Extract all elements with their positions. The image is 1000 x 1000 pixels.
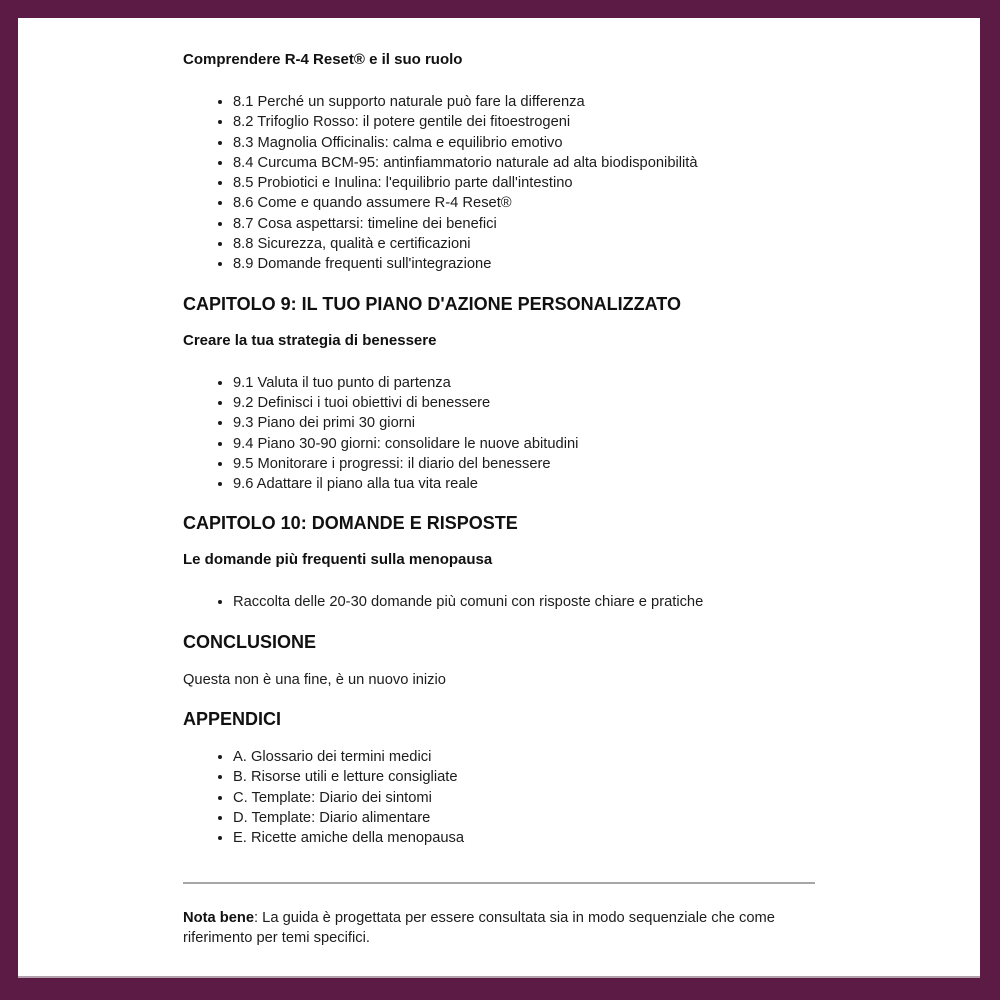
subheading-domande-frequenti: Le domande più frequenti sulla menopausa: [183, 551, 493, 569]
list-item: • 8.3 Magnolia Officinalis: calma e equilibrio emotivo: [233, 133, 815, 153]
subheading-comprendere-r4-reset: Comprendere R-4 Reset® e il suo ruolo: [183, 51, 463, 68]
list-item: • Raccolta delle 20-30 domande più comuni con risposte chiare e pratiche: [233, 592, 815, 612]
list-item: • B. Risorse utili e letture consigliate: [233, 767, 815, 787]
heading-conclusione: CONCLUSIONE: [183, 631, 317, 652]
list-item: • 8.8 Sicurezza, qualità e certificazioni: [233, 234, 815, 254]
divider-line: [183, 882, 815, 884]
list-item: • 8.2 Trifoglio Rosso: il potere gentile dei fitoestrogeni: [233, 112, 815, 132]
subheading-strategia-benessere: Creare la tua strategia di benessere: [183, 331, 437, 349]
appendici-list: [183, 747, 815, 848]
list-item: • 8.6 Come e quando assumere R-4 Reset®: [233, 193, 815, 213]
list-item: • 8.5 Probiotici e Inulina: l'equilibrio parte dall'intestino: [233, 173, 815, 193]
list-item: • C. Template: Diario dei sintomi: [233, 788, 815, 808]
list-item: • 9.1 Valuta il tuo punto di partenza: [233, 373, 815, 393]
document-page: [18, 18, 980, 978]
chapter10-list: [183, 592, 815, 612]
list-item: • 8.9 Domande frequenti sull'integrazione: [233, 254, 815, 274]
list-item: • 9.4 Piano 30-90 giorni: consolidare le nuove abitudini: [233, 434, 815, 454]
heading-appendici: APPENDICI: [183, 709, 282, 730]
list-item: • A. Glossario dei termini medici: [233, 747, 815, 767]
heading-capitolo-10: CAPITOLO 10: DOMANDE E RISPOSTE: [183, 513, 518, 534]
list-item: • 8.7 Cosa aspettarsi: timeline dei benefici: [233, 214, 815, 234]
nota-bene-paragraph: [183, 908, 815, 949]
list-item: • 8.1 Perché un supporto naturale può fare la differenza: [233, 92, 815, 112]
chapter8-list: [183, 92, 815, 275]
nota-bene-label: Nota bene: [183, 909, 254, 926]
list-item: • E. Ricette amiche della menopausa: [233, 828, 815, 848]
list-item: • 9.5 Monitorare i progressi: il diario del benessere: [233, 454, 815, 474]
list-item: • D. Template: Diario alimentare: [233, 808, 815, 828]
list-item: • 9.2 Definisci i tuoi obiettivi di benessere: [233, 393, 815, 413]
heading-capitolo-9: CAPITOLO 9: IL TUO PIANO D'AZIONE PERSONALIZZATO: [183, 293, 681, 314]
list-item: • 9.3 Piano dei primi 30 giorni: [233, 413, 815, 433]
list-item: • 8.4 Curcuma BCM-95: antinfiammatorio naturale ad alta biodisponibilità: [233, 153, 815, 173]
conclusione-text: Questa non è una fine, è un nuovo inizio: [183, 671, 446, 688]
chapter9-list: [183, 373, 815, 495]
nota-bene-text: : La guida è progettata per essere consultata sia in modo sequenziale che come riferimento per temi specifici.: [183, 909, 775, 946]
list-item: • 9.6 Adattare il piano alla tua vita reale: [233, 474, 815, 494]
